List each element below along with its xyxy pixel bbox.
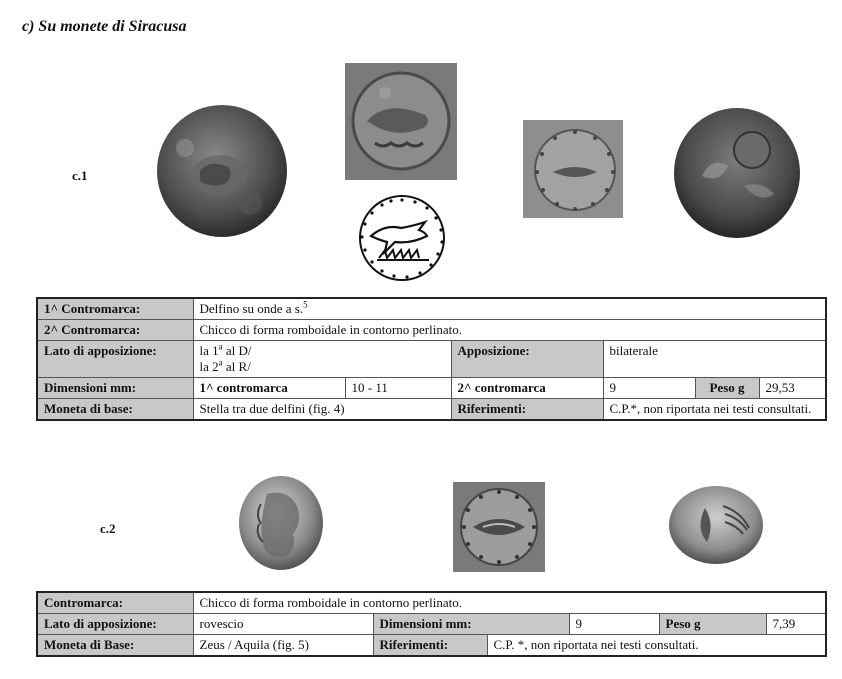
table-row bbox=[37, 399, 826, 421]
weight-value: 7,39 bbox=[766, 614, 826, 635]
table-row bbox=[37, 341, 826, 378]
countermark-c1-second-photo bbox=[523, 120, 623, 218]
countermark-label: Contromarca: bbox=[37, 592, 193, 614]
table-row bbox=[37, 378, 826, 399]
references-value: C.P. *, non riportata nei testi consultati. bbox=[487, 635, 826, 657]
dimensions-value: 9 bbox=[569, 614, 659, 635]
table-row bbox=[37, 298, 826, 320]
first-countermark-dim-value: 10 - 11 bbox=[345, 378, 451, 399]
table-row bbox=[37, 614, 826, 635]
second-countermark-label: 2^ Contromarca: bbox=[37, 320, 193, 341]
application-value: bilaterale bbox=[603, 341, 826, 378]
first-countermark-dim-label: 1^ contromarca bbox=[193, 378, 345, 399]
references-value: C.P.*, non riportata nei testi consultati. bbox=[603, 399, 826, 421]
first-countermark-label: 1^ Contromarca: bbox=[37, 298, 193, 320]
coin-c2-obverse-photo bbox=[237, 474, 325, 572]
coin-c2-reverse-photo bbox=[667, 484, 765, 566]
references-label: Riferimenti: bbox=[451, 399, 603, 421]
application-label: Apposizione: bbox=[451, 341, 603, 378]
references-label: Riferimenti: bbox=[373, 635, 487, 657]
side-of-application-value: la 1$^a$ al D/ la 2$^a$ al R/ bbox=[193, 341, 451, 378]
first-countermark-value: Delfino su onde a s.$^5$ bbox=[193, 298, 826, 320]
side-of-application-label: Lato di apposizione: bbox=[37, 614, 193, 635]
table-row bbox=[37, 320, 826, 341]
weight-label: Peso g bbox=[695, 378, 759, 399]
base-coin-value: Zeus / Aquila (fig. 5) bbox=[193, 635, 373, 657]
countermark-c1-detail-photo bbox=[345, 63, 457, 180]
weight-value: 29,53 bbox=[759, 378, 826, 399]
table-row bbox=[37, 592, 826, 614]
coin-c1-reverse-photo bbox=[672, 106, 802, 240]
weight-label: Peso g bbox=[659, 614, 766, 635]
second-countermark-value: Chicco di forma romboidale in contorno perlinato. bbox=[193, 320, 826, 341]
second-countermark-dim-label: 2^ contromarca bbox=[451, 378, 603, 399]
base-coin-value: Stella tra due delfini (fig. 4) bbox=[193, 399, 451, 421]
coin-label-c1: c.1 bbox=[72, 168, 88, 183]
dimensions-label: Dimensioni mm: bbox=[373, 614, 569, 635]
coin-c1-obverse-photo bbox=[155, 103, 289, 239]
footnote-ref: 5 bbox=[303, 299, 308, 310]
dimensions-label: Dimensioni mm: bbox=[37, 378, 193, 399]
coin-label-c2: c.2 bbox=[100, 521, 116, 536]
coin-c1-info-table bbox=[36, 297, 827, 421]
coin-c2-info-table bbox=[36, 591, 827, 657]
base-coin-label: Moneta di Base: bbox=[37, 635, 193, 657]
side-of-application-label: Lato di apposizione: bbox=[37, 341, 193, 378]
second-countermark-dim-value: 9 bbox=[603, 378, 695, 399]
countermark-value: Chicco di forma romboidale in contorno perlinato. bbox=[193, 592, 826, 614]
countermark-c2-detail-photo bbox=[453, 482, 545, 572]
side-of-application-value: rovescio bbox=[193, 614, 373, 635]
countermark-c1-drawing bbox=[357, 194, 447, 282]
base-coin-label: Moneta di base: bbox=[37, 399, 193, 421]
table-row bbox=[37, 635, 826, 657]
section-title: c) Su monete di Siracusa bbox=[22, 18, 187, 35]
